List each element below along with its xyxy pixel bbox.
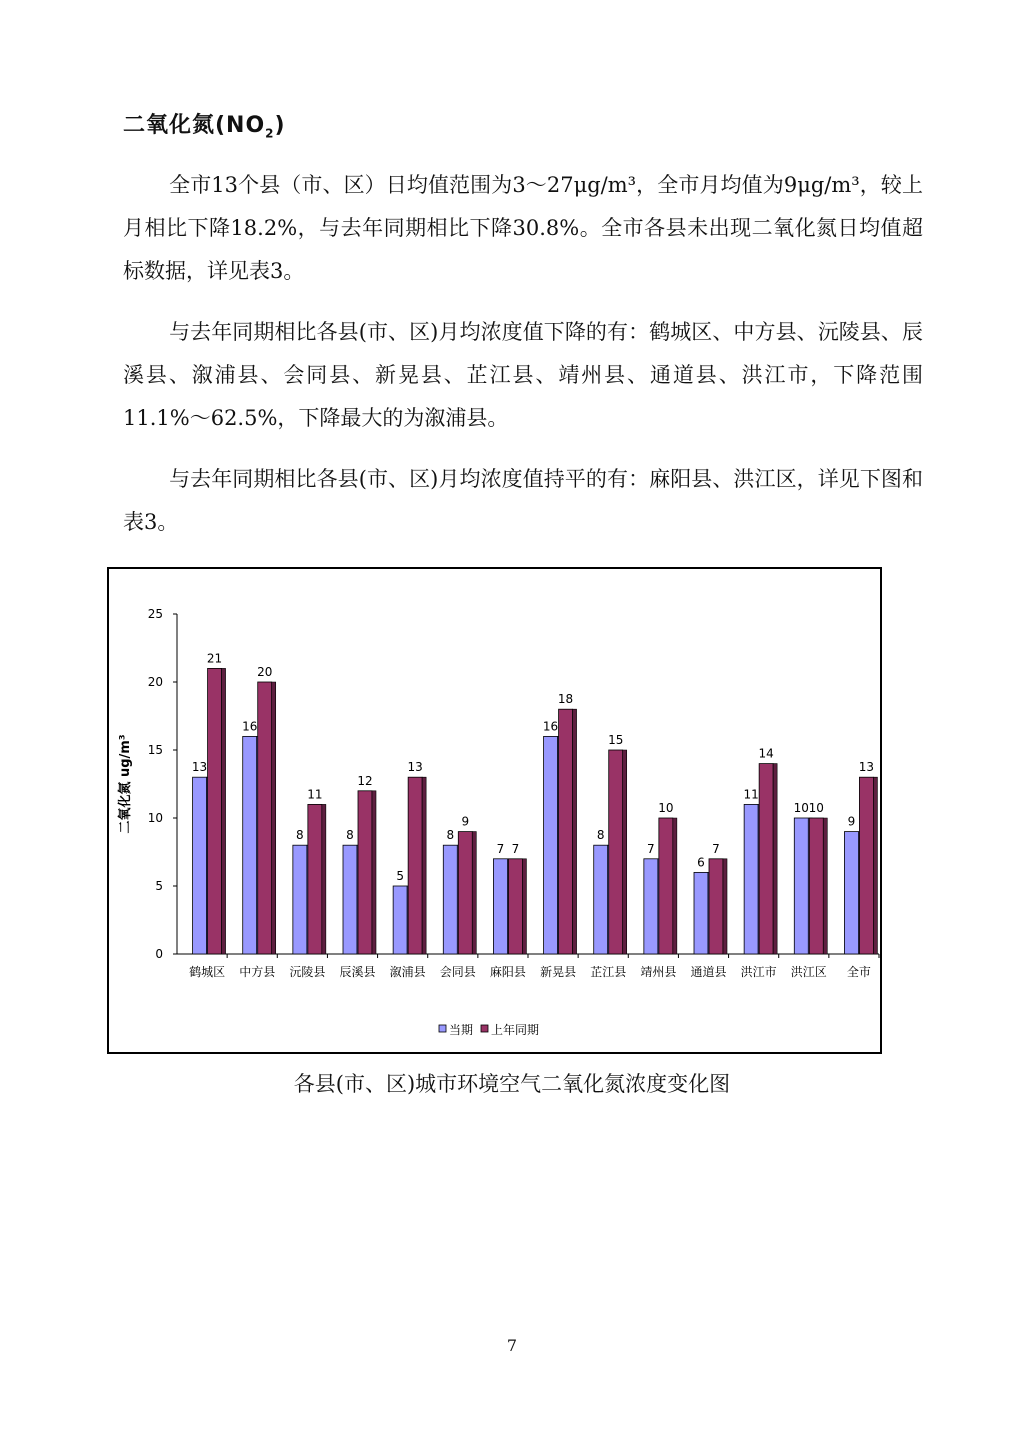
data-label: 10 [793, 801, 809, 815]
bar-last-year [759, 764, 773, 954]
bar-side [372, 791, 376, 954]
bar-current [544, 736, 558, 954]
data-label: 20 [257, 665, 273, 679]
bar-last-year [208, 668, 222, 954]
category-label: 沅陵县 [289, 965, 326, 979]
bar-last-year [408, 777, 422, 954]
data-label: 13 [191, 760, 208, 775]
bar-last-year [258, 682, 272, 954]
bar-current [393, 886, 407, 954]
data-label: 13 [858, 760, 875, 775]
bar-side [222, 668, 226, 954]
data-label: 13 [407, 760, 423, 775]
category-label: 鹤城区 [189, 965, 226, 979]
category-label: 靖州县 [640, 965, 677, 979]
data-label: 12 [357, 773, 373, 788]
legend-label: 当期 [449, 1023, 474, 1037]
data-label: 8 [596, 828, 605, 843]
category-label: 芷江县 [590, 965, 627, 979]
no2-bar-chart [107, 567, 882, 1054]
bar-last-year [659, 818, 673, 954]
bar-current [343, 845, 357, 954]
data-label: 5 [396, 869, 404, 883]
bar-side [422, 777, 426, 954]
bar-side [673, 818, 677, 954]
bar-current [193, 777, 207, 954]
bar-side [322, 804, 326, 954]
bar-current [443, 845, 457, 954]
bar-side [472, 832, 476, 954]
category-label: 会同县 [439, 965, 476, 979]
bar-side [823, 818, 827, 954]
bar-side [873, 777, 877, 954]
data-label: 7 [496, 841, 505, 856]
paragraph-3: 与去年同期相比各县(市、区)月均浓度值持平的有：麻阳县、洪江区，详见下图和表3。 [123, 467, 923, 534]
data-label: 14 [758, 746, 774, 761]
bar-current [844, 832, 858, 954]
category-label: 通道县 [690, 965, 727, 979]
data-label: 18 [557, 692, 574, 707]
figure-caption: 各县(市、区)城市环境空气二氧化氮浓度变化图 [293, 1072, 731, 1096]
legend-label: 上年同期 [491, 1023, 540, 1037]
y-tick-label: 0 [155, 947, 163, 961]
y-tick-label: 15 [147, 743, 163, 757]
data-label: 11 [307, 787, 323, 802]
bar-last-year [358, 791, 372, 954]
bar-last-year [859, 777, 873, 954]
data-label: 16 [242, 719, 258, 734]
legend-swatch [481, 1025, 488, 1032]
bar-current [293, 845, 307, 954]
paragraph-1: 全市13个县（市、区）日均值范围为3～27μg/m³，全市月均值为9μg/m³，较上月相比下降18.2%，与去年同期相比下降30.8%。全市各县未出现二氧化氮日均值超标数据，详见表3。 [123, 173, 923, 283]
y-tick-label: 20 [147, 675, 163, 689]
data-label: 8 [346, 828, 354, 843]
data-label: 15 [608, 733, 624, 747]
bar-current [744, 804, 758, 954]
bar-side [773, 764, 777, 954]
bar-current [243, 736, 257, 954]
legend-swatch [439, 1025, 446, 1032]
data-label: 8 [296, 828, 304, 843]
data-label: 16 [542, 719, 559, 734]
bar-last-year [508, 859, 522, 954]
bar-side [573, 709, 577, 954]
bar-last-year [709, 859, 723, 954]
data-label: 21 [206, 651, 223, 666]
data-label: 11 [743, 787, 759, 802]
chart-canvas [109, 569, 880, 1052]
data-label: 6 [697, 855, 705, 870]
category-label: 新晃县 [540, 965, 577, 979]
bar-last-year [609, 750, 623, 954]
y-tick-label: 25 [147, 607, 163, 621]
bar-last-year [458, 832, 472, 954]
bar-side [272, 682, 276, 954]
bar-side [723, 859, 727, 954]
category-label: 全市 [846, 965, 871, 979]
bar-current [644, 859, 658, 954]
category-label: 中方县 [239, 965, 276, 979]
category-label: 辰溪县 [339, 965, 376, 979]
page-number: 7 [506, 1336, 518, 1355]
section-heading: 二氧化氮$(NO_2)$ [123, 113, 286, 141]
data-label: 9 [847, 814, 856, 829]
y-tick-label: 5 [155, 879, 163, 893]
bar-current [493, 859, 507, 954]
data-label: 8 [446, 828, 455, 843]
data-label: 10 [658, 801, 674, 815]
bar-current [694, 872, 708, 954]
bar-side [623, 750, 627, 954]
category-label: 麻阳县 [489, 965, 526, 979]
data-label: 7 [647, 841, 655, 856]
bar-last-year [308, 804, 322, 954]
bar-current [794, 818, 808, 954]
data-label: 10 [808, 801, 824, 815]
category-label: 洪江区 [790, 965, 827, 979]
paragraph-2: 与去年同期相比各县(市、区)月均浓度值下降的有：鹤城区、中方县、沅陵县、辰溪县、溆浦县、会同县、新晃县、芷江县、靖州县、通道县、洪江市，下降范围11.1%～62.5%，下降最大的为溆浦县。 [123, 320, 923, 430]
data-label: 9 [461, 814, 470, 829]
category-label: 洪江市 [740, 965, 777, 979]
bar-last-year [559, 709, 573, 954]
data-label: 7 [712, 841, 720, 856]
bar-side [522, 859, 526, 954]
data-label: 7 [511, 841, 520, 856]
bar-current [594, 845, 608, 954]
y-axis-label: 二氧化氮 ug/m³ [118, 734, 133, 834]
bar-last-year [809, 818, 823, 954]
y-tick-label: 10 [147, 811, 163, 825]
category-label: 溆浦县 [389, 965, 426, 979]
